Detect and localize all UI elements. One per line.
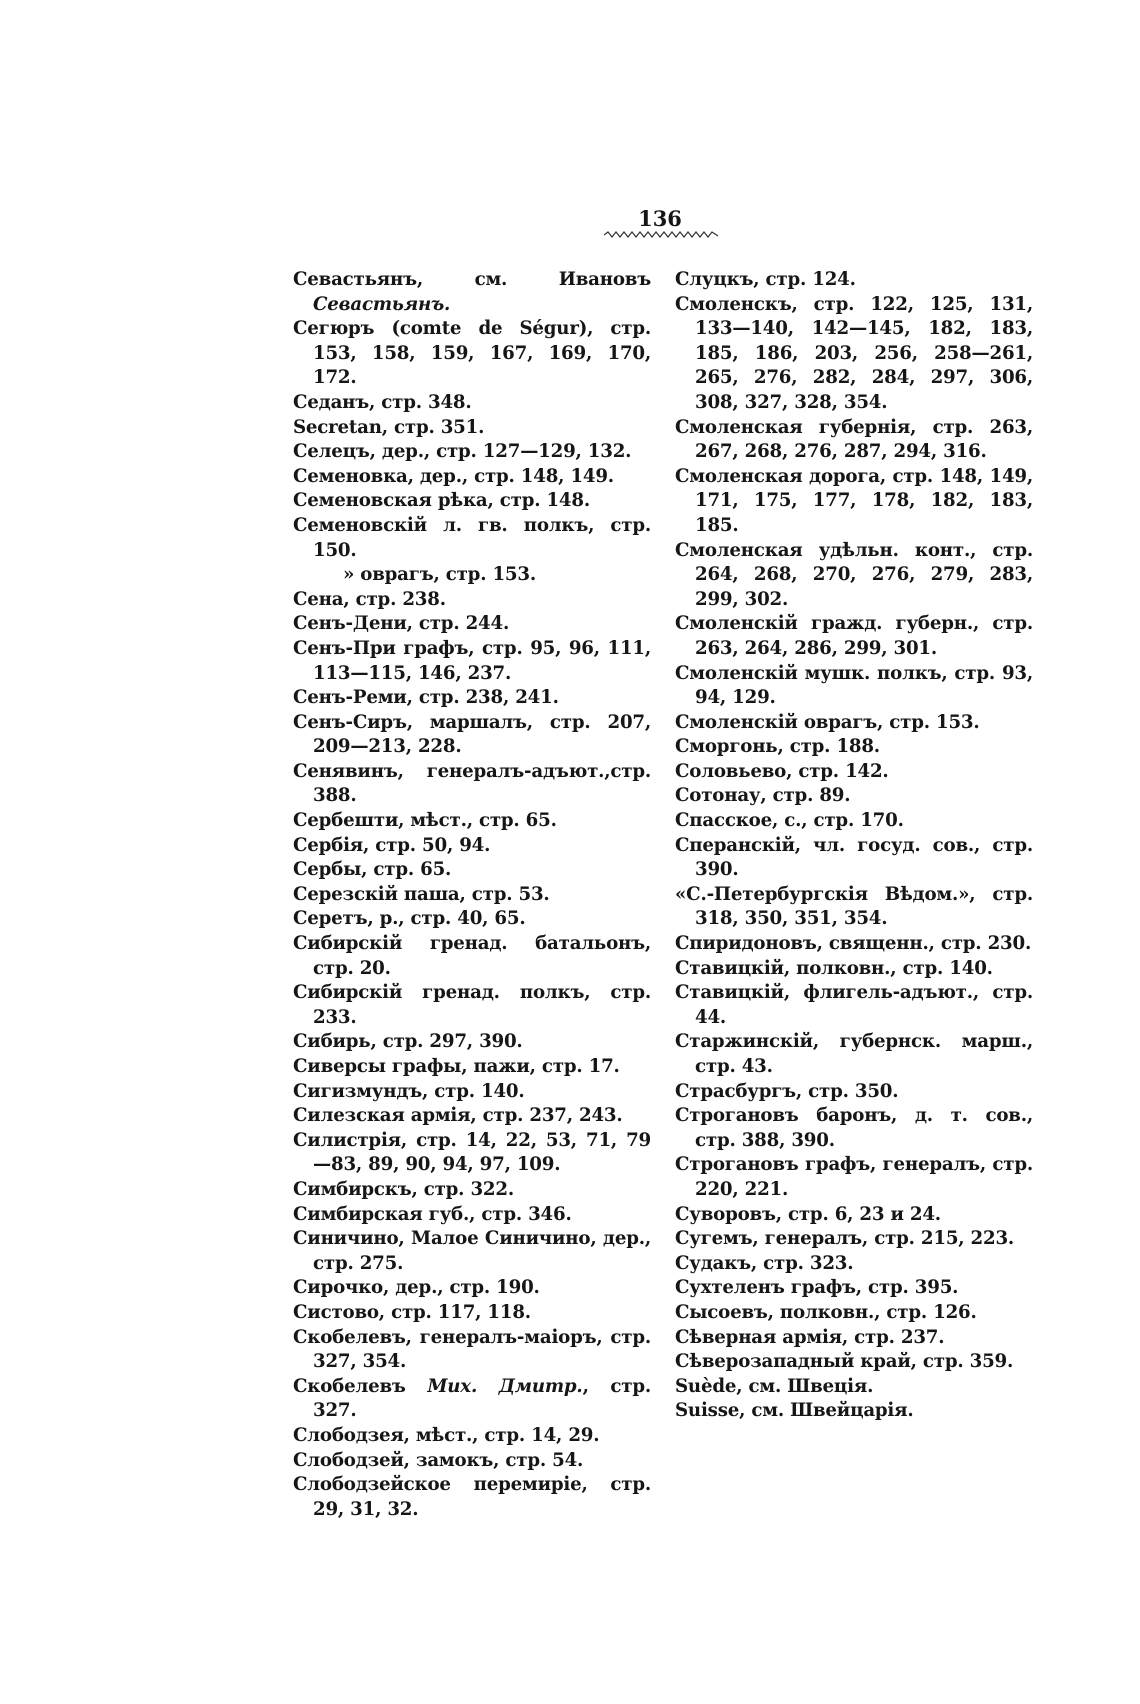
index-entry: Сибирскій гренад. батальонъ, стр. 20. (293, 933, 651, 979)
index-entry: Сербы, стр. 65. (293, 859, 452, 881)
index-entry: Скобелевъ, генералъ-маіоръ, стр. 327, 354. (293, 1326, 651, 1373)
index-entry: Смоленская удѣльн. конт., стр. 264, 268, 270, 276, 279, 283, 299, 302. (675, 539, 1033, 610)
index-entry-italic-part: Мих. Дмитр. (427, 1375, 583, 1397)
index-entry: Сперанскій, чл. госуд. сов., стр. 390. (675, 834, 1033, 881)
index-entry: Сербешти, мѣст., стр. 65. (293, 810, 557, 832)
page-number-ornament (604, 230, 718, 240)
index-entry: Сенъ-Сиръ, маршалъ, стр. 207, 209—213, 228. (293, 711, 651, 758)
index-entry: Сысоевъ, полковн., стр. 126. (675, 1301, 977, 1323)
index-entry (293, 1375, 651, 1424)
index-entry: Строгановъ баронъ, д. т. сов., стр. 388, 390. (675, 1105, 1033, 1151)
index-entry: Сибирь, стр. 297, 390. (293, 1031, 523, 1053)
index-entry: Страсбургъ, стр. 350. (675, 1080, 899, 1102)
index-entry: Сенявинъ, генералъ-адъют.,стр. 388. (293, 760, 651, 807)
index-entry: Спиридоновъ, священн., стр. 230. (675, 933, 1032, 955)
index-entry-italic-part: Севастьянъ. (313, 293, 451, 315)
index-entry: «С.-Петербургскія Вѣдом.», стр. 318, 350, 351, 354. (675, 883, 1033, 930)
index-entry: Серезскій паша, стр. 53. (293, 883, 550, 905)
index-entry: Семеновская рѣка, стр. 148. (293, 490, 590, 512)
index-entry: Сена, стр. 238. (293, 588, 446, 610)
index-entry: Сирочко, дер., стр. 190. (293, 1277, 540, 1299)
index-entry: Слуцкъ, стр. 124. (675, 269, 856, 290)
index-entry: Сенъ-Реми, стр. 238, 241. (293, 687, 559, 709)
index-entry-part: Скобелевъ (293, 1375, 428, 1397)
index-entry: Синичино, Малое Синичино, дер., стр. 275. (293, 1228, 651, 1274)
index-entry: Смоленская дорога, стр. 148, 149, 171, 175, 177, 178, 182, 183, 185. (675, 465, 1033, 536)
index-entry: Сенъ-Дени, стр. 244. (293, 613, 510, 635)
index-entry: Серетъ, р., стр. 40, 65. (293, 908, 526, 930)
index-entry: Слободзей, замокъ, стр. 54. (293, 1449, 584, 1471)
index-entry: Семеновка, дер., стр. 148, 149. (293, 465, 614, 487)
index-entry: Соловьево, стр. 142. (675, 760, 889, 782)
index-entry: Смоленскій гражд. губерн., стр. 263, 264, 286, 299, 301. (675, 613, 1033, 659)
index-entry: Сигизмундъ, стр. 140. (293, 1080, 525, 1102)
index-entry: Сотонау, стр. 89. (675, 785, 851, 807)
index-entry: Сенъ-При графъ, стр. 95, 96, 111, 113—115, 146, 237. (293, 637, 651, 684)
index-entry: Селецъ, дер., стр. 127—129, 132. (293, 441, 632, 463)
index-entry: Сморгонь, стр. 188. (675, 736, 880, 758)
index-entry: Смоленскъ, стр. 122, 125, 131, 133—140, 142—145, 182, 183, 185, 186, 203, 256, 258—261, 265, 276, 282, 284, 297, 306, 308, 327, 328, 354. (675, 293, 1033, 413)
index-entry: Ставицкій, флигель-адъют., стр. 44. (675, 982, 1033, 1028)
index-entry: Ставицкій, полковн., стр. 140. (675, 957, 993, 979)
index-entry: » оврагъ, стр. 153. (343, 564, 536, 586)
page-number: 136 (638, 206, 682, 231)
index-entry: Спасское, с., стр. 170. (675, 810, 904, 832)
index-entry: Suède, см. Швеція. (675, 1375, 874, 1397)
index-entry: Сегюръ (comte de Ségur), стр. 153, 158, 159, 167, 169, 170, 172. (293, 318, 651, 389)
index-entry: Старжинскій, губернск. марш., стр. 43. (675, 1031, 1033, 1077)
index-entry: Силистрія, стр. 14, 22, 53, 71, 79—83, 89, 90, 94, 97, 109. (293, 1129, 651, 1176)
index-entry: Седанъ, стр. 348. (293, 391, 472, 413)
index-entry-part: , стр. 327. (313, 1375, 651, 1422)
index-entry: Смоленскій оврагъ, стр. 153. (675, 711, 980, 733)
index-entry: Слободзея, мѣст., стр. 14, 29. (293, 1424, 600, 1446)
index-entry: Secretan, стр. 351. (293, 416, 485, 438)
index-entry-part: Севастьянъ, см. Ивановъ (293, 269, 651, 290)
index-entry: Систово, стр. 117, 118. (293, 1301, 531, 1323)
index-entry: Сиверсы графы, пажи, стр. 17. (293, 1056, 620, 1077)
index-column-right (675, 268, 1033, 1424)
index-entry: Сѣверозападный край, стр. 359. (675, 1351, 1014, 1373)
index-entry: Сербія, стр. 50, 94. (293, 834, 491, 856)
index-entry: Сугемъ, генералъ, стр. 215, 223. (675, 1228, 1015, 1250)
index-entry: Симбирскъ, стр. 322. (293, 1178, 514, 1200)
index-entry: Строгановъ графъ, генералъ, стр. 220, 221. (675, 1154, 1033, 1200)
index-entry: Семеновскій л. гв. полкъ, стр. 150. (293, 514, 651, 561)
index-entry: Смоленская губернія, стр. 263, 267, 268, 276, 287, 294, 316. (675, 416, 1033, 463)
index-entry: Сухтеленъ графъ, стр. 395. (675, 1277, 959, 1299)
index-entry (293, 268, 651, 317)
index-entry: Судакъ, стр. 323. (675, 1252, 854, 1274)
index-entry: Сѣверная армія, стр. 237. (675, 1326, 945, 1348)
index-column-left (293, 268, 651, 1522)
index-entry: Смоленскій мушк. полкъ, стр. 93, 94, 129. (675, 662, 1033, 709)
index-entry: Силезская армія, стр. 237, 243. (293, 1105, 623, 1127)
index-entry: Сибирскій гренад. полкъ, стр. 233. (293, 982, 651, 1028)
index-entry: Суворовъ, стр. 6, 23 и 24. (675, 1203, 941, 1225)
index-entry: Слободзейское перемиріе, стр. 29, 31, 32. (293, 1474, 651, 1520)
index-entry: Симбирская губ., стр. 346. (293, 1203, 572, 1225)
index-entry: Suisse, см. Швейцарія. (675, 1400, 914, 1422)
